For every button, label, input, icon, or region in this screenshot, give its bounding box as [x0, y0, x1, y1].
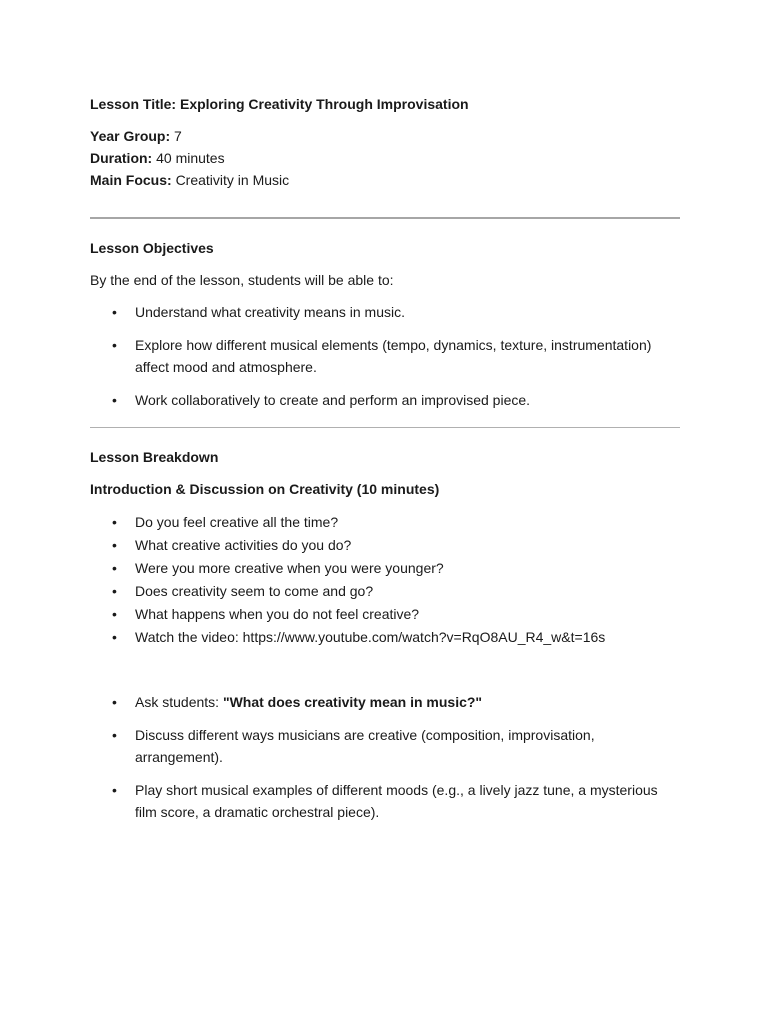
- bullet-icon: •: [112, 781, 117, 798]
- objectives-heading: Lesson Objectives: [90, 240, 214, 256]
- intro-section-title: Introduction & Discussion on Creativity (10 minutes): [90, 481, 440, 497]
- list-item-text: Understand what creativity means in music.: [135, 304, 405, 320]
- list-item-text: Discuss different ways musicians are creative (composition, improvisation, arrangement).: [135, 726, 595, 765]
- lesson-title-value: Exploring Creativity Through Improvisation: [179, 96, 469, 112]
- bullet-icon: •: [112, 560, 117, 576]
- main-focus-label: Main Focus:: [90, 172, 172, 188]
- bullet-icon: •: [112, 391, 117, 408]
- list-item: [90, 580, 680, 603]
- lesson-title: [90, 93, 680, 115]
- bullet-icon: •: [112, 606, 117, 622]
- bullet-icon: •: [112, 629, 117, 645]
- bullet-icon: •: [112, 583, 117, 599]
- ask-prefix: Ask students:: [135, 694, 223, 710]
- discussion-questions-list: [90, 511, 680, 649]
- bullet-icon: •: [112, 514, 117, 530]
- section-divider: [90, 217, 680, 219]
- list-item-text: Do you feel creative all the time?: [135, 514, 339, 530]
- list-item: [90, 301, 680, 324]
- lesson-title-label: Lesson Title:: [90, 96, 177, 112]
- bullet-icon: •: [112, 336, 117, 353]
- year-group-label: Year Group:: [90, 128, 171, 144]
- list-item-text: What creative activities do you do?: [135, 537, 352, 553]
- list-item-text: Were you more creative when you were younger?: [135, 560, 444, 576]
- video-link[interactable]: Watch the video: https://www.youtube.com/watch?v=RqO8AU_R4_w&t=16s: [135, 629, 606, 645]
- list-item-text: Explore how different musical elements (tempo, dynamics, texture, instrumentation) affect mood and atmosphere.: [135, 336, 652, 375]
- list-item-text: Does creativity seem to come and go?: [135, 583, 374, 599]
- list-item-text: What happens when you do not feel creative?: [135, 606, 420, 622]
- ask-question: "What does creativity mean in music?": [222, 694, 483, 710]
- main-focus-value: Creativity in Music: [175, 172, 290, 188]
- bullet-icon: •: [112, 304, 117, 320]
- list-item: [90, 334, 680, 379]
- list-item: [90, 511, 680, 534]
- duration-label: Duration:: [90, 150, 153, 166]
- duration: [90, 147, 680, 169]
- list-item: [90, 724, 680, 769]
- section-divider: [90, 427, 680, 428]
- list-item: [90, 557, 680, 580]
- video-link-item[interactable]: [90, 626, 680, 649]
- bullet-icon: •: [112, 694, 117, 710]
- activities-list: [90, 691, 680, 824]
- lesson-plan: [90, 93, 680, 834]
- breakdown-heading: Lesson Breakdown: [90, 449, 219, 465]
- list-item: [90, 603, 680, 626]
- list-item: [90, 779, 680, 824]
- list-item-text: Work collaboratively to create and perform an improvised piece.: [135, 391, 531, 408]
- list-item: [90, 389, 680, 412]
- list-item: [90, 691, 680, 714]
- spacer: [90, 649, 680, 691]
- objectives-list: [90, 301, 680, 411]
- year-group: [90, 125, 680, 147]
- duration-value: 40 minutes: [156, 150, 225, 166]
- main-focus: [90, 169, 680, 191]
- bullet-icon: •: [112, 726, 117, 743]
- objectives-intro: By the end of the lesson, students will be able to:: [90, 272, 394, 288]
- list-item-text: Play short musical examples of different moods (e.g., a lively jazz tune, a mysterious film score, a dramatic orchestral piece).: [135, 781, 658, 820]
- bullet-icon: •: [112, 537, 117, 553]
- year-group-value: 7: [174, 128, 182, 144]
- list-item: [90, 534, 680, 557]
